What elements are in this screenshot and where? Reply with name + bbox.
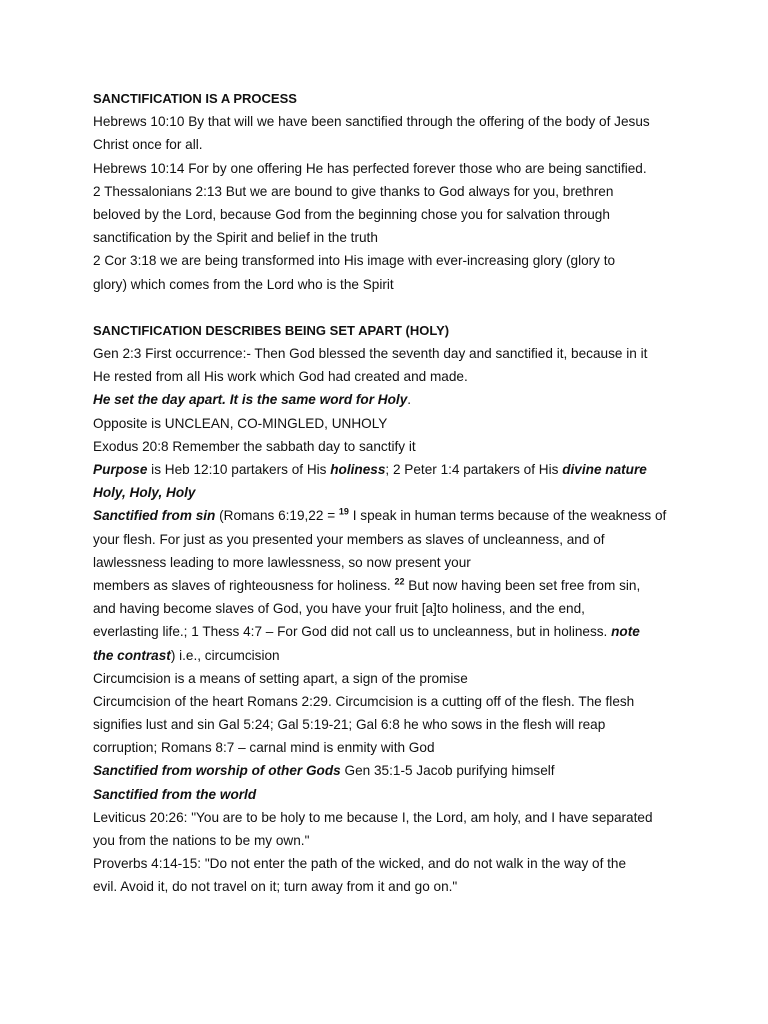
emphasis-text: divine nature <box>562 462 647 477</box>
text-line: Opposite is UNCLEAN, CO-MINGLED, UNHOLY <box>93 415 388 431</box>
text-line: Hebrews 10:14 For by one offering He has perfected forever those who are being sanctified. <box>93 160 647 176</box>
text-span: members as slaves of righteousness for holiness. <box>93 577 395 593</box>
section-heading-set-apart: SANCTIFICATION DESCRIBES BEING SET APART (HOLY) <box>93 322 450 338</box>
text-span: ) i.e., circumcision <box>170 647 280 663</box>
text-span: . <box>407 392 412 408</box>
text-line <box>93 620 693 643</box>
text-line: your flesh. For just as you presented your members as slaves of uncleanness, and of <box>93 531 605 547</box>
text-line: Gen 2:3 First occurrence:- Then God blessed the seventh day and sanctified it, because in it <box>93 346 648 362</box>
text-line: Sanctified from the world <box>93 786 257 802</box>
text-span: I speak in human terms because of the weakness of <box>348 508 667 524</box>
emphasis-text: holiness <box>330 462 386 477</box>
text-span: everlasting life.; 1 Thess 4:7 – For God did not call us to uncleanness, but in holiness. <box>93 624 612 640</box>
text-span: But now having been set free from sin, <box>404 577 641 593</box>
text-line: Christ once for all. <box>93 137 203 153</box>
text-line: lawlessness leading to more lawlessness, so now present your <box>93 554 471 570</box>
document-page <box>93 87 693 899</box>
text-line: corruption; Romans 8:7 – carnal mind is enmity with God <box>93 740 435 756</box>
emphasis-text: the contrast <box>93 647 171 663</box>
text-line <box>93 458 693 481</box>
text-line: 2 Thessalonians 2:13 But we are bound to give thanks to God always for you, brethren <box>93 183 614 199</box>
text-line: Hebrews 10:10 By that will we have been sanctified through the offering of the body of Jesus <box>93 114 650 130</box>
text-line <box>93 759 693 782</box>
verse-number: 22 <box>394 576 405 587</box>
emphasis-text: Sanctified from worship of other Gods <box>93 763 341 779</box>
text-line: evil. Avoid it, do not travel on it; turn away from it and go on." <box>93 879 458 895</box>
text-line: He rested from all His work which God had created and made. <box>93 369 468 385</box>
text-line: glory) which comes from the Lord who is the Spirit <box>93 276 394 292</box>
text-span: is Heb 12:10 partakers of His <box>147 462 331 477</box>
text-line <box>93 388 693 411</box>
emphasis-text: note <box>611 624 640 640</box>
text-line: 2 Cor 3:18 we are being transformed into His image with ever-increasing glory (glory to <box>93 253 616 269</box>
text-line: Holy, Holy, Holy <box>93 485 196 501</box>
text-line <box>93 644 693 667</box>
text-line: Leviticus 20:26: "You are to be holy to me because I, the Lord, am holy, and I have separated <box>93 809 653 825</box>
emphasis-text: Sanctified from sin <box>93 508 216 524</box>
text-line: Proverbs 4:14-15: "Do not enter the path of the wicked, and do not walk in the way of the <box>93 856 627 872</box>
text-line: beloved by the Lord, because God from the beginning chose you for salvation through <box>93 206 610 222</box>
text-span: ; 2 Peter 1:4 partakers of His <box>385 462 563 477</box>
text-line: Exodus 20:8 Remember the sabbath day to sanctify it <box>93 438 416 454</box>
emphasis-text: Purpose <box>93 462 148 477</box>
text-line: Circumcision of the heart Romans 2:29. Circumcision is a cutting off of the flesh. The flesh <box>93 693 635 709</box>
section-heading-process: SANCTIFICATION IS A PROCESS <box>93 91 297 106</box>
text-line: Circumcision is a means of setting apart, a sign of the promise <box>93 670 468 686</box>
text-line: signifies lust and sin Gal 5:24; Gal 5:19-21; Gal 6:8 he who sows in the flesh will reap <box>93 717 606 733</box>
verse-number: 19 <box>338 506 349 517</box>
text-line <box>93 574 693 597</box>
text-span: (Romans 6:19,22 = <box>215 508 339 524</box>
text-span: Gen 35:1-5 Jacob purifying himself <box>340 763 555 779</box>
text-line: sanctification by the Spirit and belief in the truth <box>93 230 378 246</box>
paragraph-gap <box>93 296 693 319</box>
emphasis-text: He set the day apart. It is the same word for Holy <box>93 392 408 408</box>
text-line <box>93 504 693 527</box>
text-line: you from the nations to be my own." <box>93 833 310 848</box>
text-line: and having become slaves of God, you have your fruit [a]to holiness, and the end, <box>93 601 585 617</box>
